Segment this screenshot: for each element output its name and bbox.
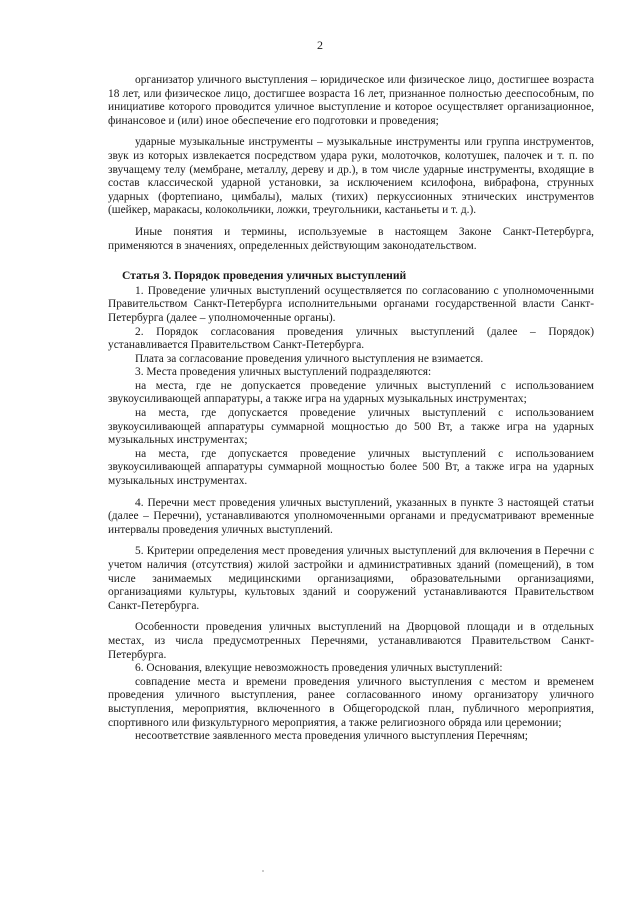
definition-organizer: организатор уличного выступления – юридическое или физическое лицо, достигшее возраста 18 лет, или физическое лицо, достигшее возраста 16 лет, признанное полностью дееспособным, по инициативе которого проводится уличное выступление и которое осуществляет организационное, финансовое и (или) иное обеспечение его подготовки и проведения; <box>108 74 594 127</box>
article-paragraph: 5. Критерии определения мест проведения уличных выступлений для включения в Перечни с учетом наличия (отсутствия) жилой застройки и административных зданий (помещений), в том числе занимаемых медицинскими организациями, образовательными организациями, организациями культуры, культовых зданий и сооружений устанавливаются Правительством Санкт-Петербурга. <box>108 545 594 612</box>
article-paragraph: Особенности проведения уличных выступлений на Дворцовой площади и в отдельных местах, из числа предусмотренных Перечнями, устанавливаются Правительством Санкт-Петербурга. <box>108 621 594 661</box>
article-paragraph: на места, где допускается проведение уличных выступлений с использованием звукоусиливающей аппаратуры суммарной мощностью более 500 Вт, а также игра на ударных музыкальных инструментах. <box>108 447 594 488</box>
article-paragraph: 6. Основания, влекущие невозможность проведения уличных выступлений: <box>135 662 503 675</box>
article-paragraph: 2. Порядок согласования проведения уличных выступлений (далее – Порядок) устанавливается Правительством Санкт-Петербурга. <box>108 325 594 352</box>
page-number: 2 <box>317 38 323 52</box>
article-paragraph: совпадение места и времени проведения уличного выступления с местом и временем проведения уличного выступления, ранее согласованного иному организатору уличного выступления, мероприятия, включенного в Общегородской план, публичного мероприятия, спортивного или физкультурного мероприятия, а также религиозного обряда или церемонии; <box>108 675 594 729</box>
article-paragraph: 3. Места проведения уличных выступлений подразделяются: <box>135 366 432 379</box>
article-paragraph: Плата за согласование проведения уличного выступления не взимается. <box>135 352 484 365</box>
definition-other-terms: Иные понятия и термины, используемые в настоящем Законе Санкт-Петербурга, применяются в значениях, определенных действующим законодательством. <box>108 225 594 252</box>
article-paragraph: на места, где допускается проведение уличных выступлений с использованием звукоусиливающей аппаратуры суммарной мощностью до 500 Вт, а также игра на ударных музыкальных инструментах; <box>108 407 594 447</box>
article-paragraph: на места, где не допускается проведение уличных выступлений с использованием звукоусиливающей аппаратуры, а также игра на ударных музыкальных инструментах; <box>108 379 594 406</box>
definition-percussion: ударные музыкальные инструменты – музыкальные инструменты или группа инструментов, звук из которых извлекается посредством удара руки, молоточков, колотушек, палочек и т. п. по звучащему телу (мембране, металлу, дереву и др.), в том числе ударные инструменты, входящие в состав классической ударной установки, за исключением ксилофона, вибрафона, струнных ударных (фортепиано, цимбалы), малых (тихих) перкуссионных этнических инструментов (шейкер, маракасы, колокольчики, ложки, треугольники, кастаньеты и т. д.). <box>108 136 594 217</box>
scan-speck <box>262 870 264 872</box>
article-paragraph: 4. Перечни мест проведения уличных выступлений, указанных в пункте 3 настоящей статьи (далее – Перечни), устанавливаются уполномоченными органами и предусматривают временные интервалы проведения уличных выступлений. <box>108 496 594 536</box>
article-paragraph: несоответствие заявленного места проведения уличного выступления Перечням; <box>135 730 528 743</box>
article-paragraph: 1. Проведение уличных выступлений осуществляется по согласованию с уполномоченными Правительством Санкт-Петербурга исполнительными органами государственной власти Санкт-Петербурга (далее – уполномоченные органы). <box>108 284 594 324</box>
article-3-title: Статья 3. Порядок проведения уличных выступлений <box>122 269 407 283</box>
document-body <box>108 74 594 744</box>
